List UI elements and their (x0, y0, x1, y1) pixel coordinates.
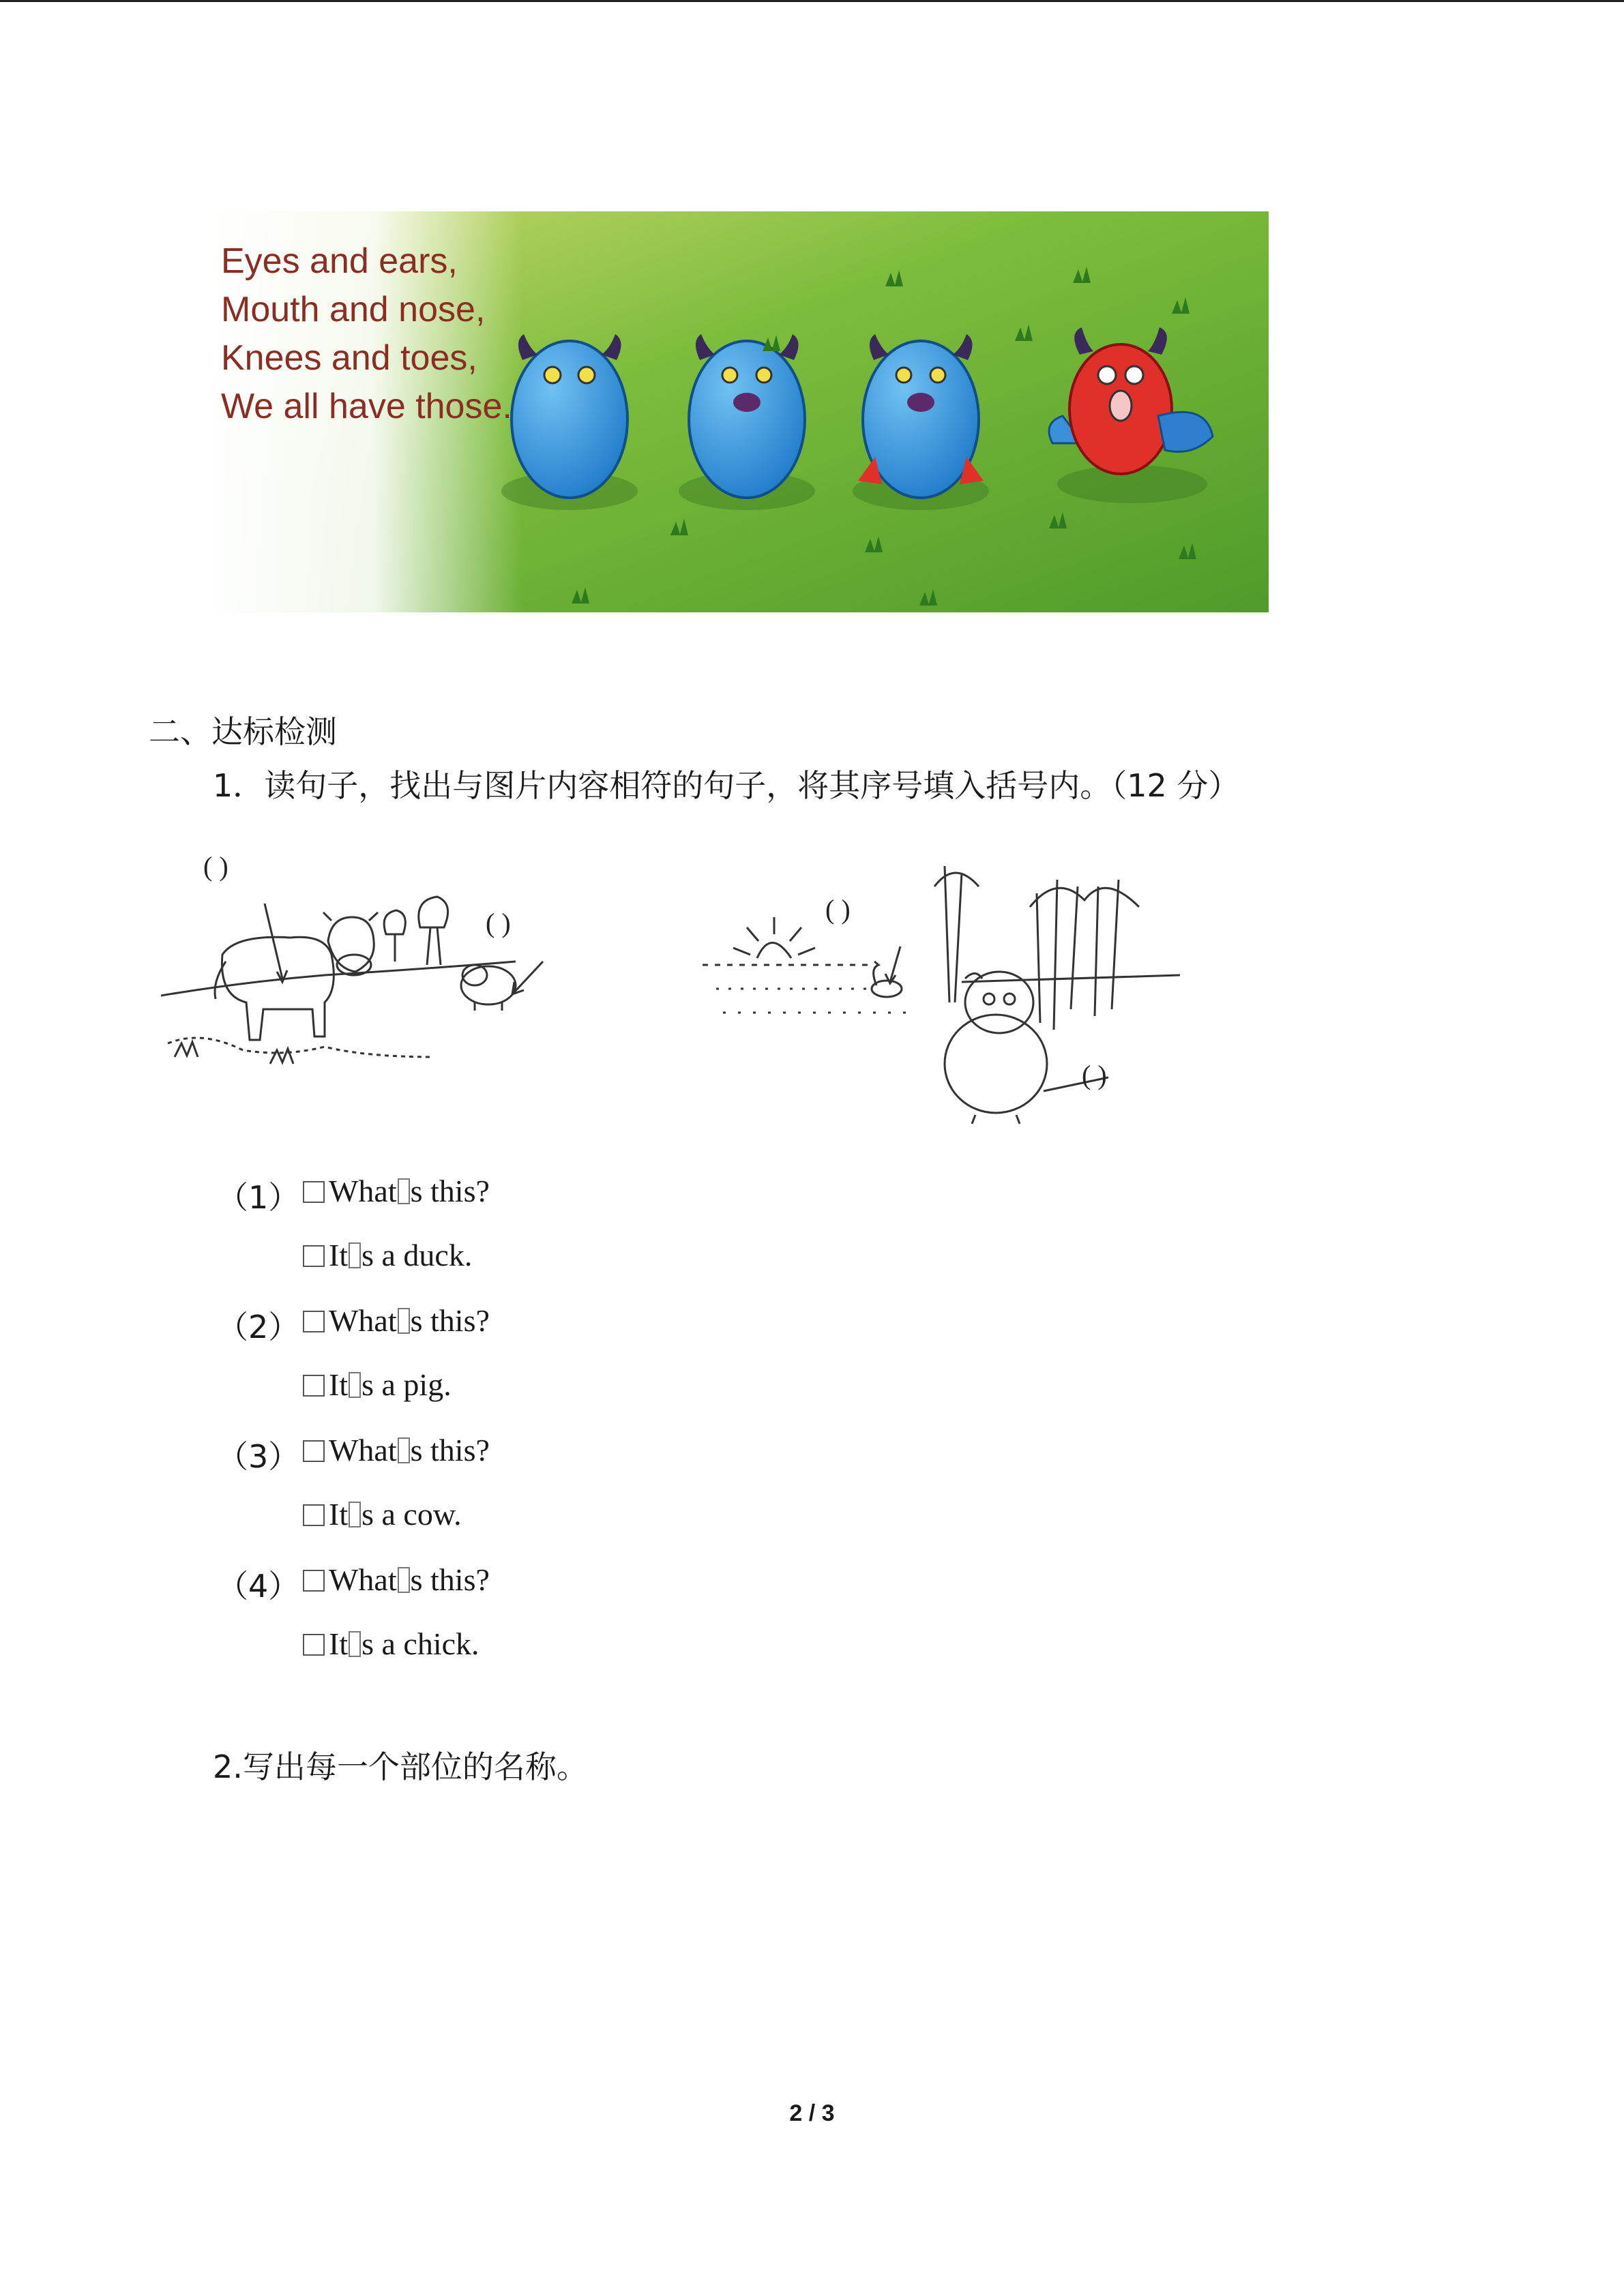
answer-text-end: s a chick. (361, 1626, 479, 1661)
section-title: 二、达标检测 (149, 713, 337, 750)
egg-3 (858, 334, 984, 498)
question-line (303, 1562, 490, 1598)
answer-bracket[interactable]: ( ) (825, 894, 851, 925)
checkbox[interactable] (303, 1375, 325, 1397)
missing-glyph (398, 1308, 410, 1334)
chick-drawing (945, 972, 1047, 1124)
answer-text: It (329, 1626, 349, 1661)
answer-text: It (329, 1238, 349, 1272)
missing-glyph (349, 1631, 361, 1657)
pig-drawing (461, 965, 516, 1011)
item-number: （2） (217, 1309, 300, 1345)
poem-banner-image (203, 211, 1269, 612)
answer-line (303, 1496, 462, 1532)
answer-text-end: s a duck. (361, 1238, 473, 1272)
poem-line: Mouth and nose, (221, 290, 486, 329)
answer-bracket[interactable]: ( ) (1082, 1060, 1107, 1090)
answer-line (303, 1237, 472, 1273)
poem-line: Eyes and ears, (221, 241, 458, 281)
question-text: What (329, 1303, 397, 1338)
answer-text-end: s a pig. (361, 1367, 452, 1402)
pond-duck-chick-picture (703, 846, 1194, 1132)
answer-line (303, 1626, 479, 1662)
answer-text: It (329, 1367, 349, 1402)
poem-line: Knees and toes, (221, 338, 477, 378)
item-number: （1） (217, 1179, 300, 1216)
checkbox[interactable] (303, 1181, 325, 1203)
duck-drawing (872, 961, 902, 997)
answer-line (303, 1367, 452, 1403)
checkbox[interactable] (303, 1440, 325, 1462)
checkbox[interactable] (303, 1570, 325, 1592)
question-text-end: s this? (410, 1433, 490, 1467)
answer-text: It (329, 1497, 349, 1532)
question-text-end: s this? (410, 1174, 490, 1208)
question-line (303, 1173, 490, 1209)
question-1-title: 1．读句子，找出与图片内容相符的句子，将其序号填入括号内。（12 分） (213, 767, 1240, 804)
farm-cow-pig-picture (161, 852, 597, 1112)
answer-bracket[interactable]: ( ) (486, 908, 511, 938)
question-text-end: s this? (410, 1562, 490, 1597)
question-text: What (329, 1562, 397, 1597)
question-text: What (329, 1174, 397, 1208)
missing-glyph (349, 1372, 361, 1398)
question-text: What (329, 1433, 397, 1467)
missing-glyph (398, 1178, 410, 1204)
sun-drawing (757, 943, 791, 959)
item-number: （3） (217, 1438, 300, 1475)
missing-glyph (398, 1437, 410, 1463)
poem-line: We all have those. (221, 387, 512, 426)
missing-glyph (398, 1567, 410, 1593)
question-text-end: s this? (410, 1303, 490, 1338)
checkbox[interactable] (303, 1245, 325, 1267)
item-number: （4） (217, 1568, 300, 1605)
checkbox[interactable] (303, 1634, 325, 1656)
poem-text (221, 237, 512, 431)
question-line (303, 1302, 490, 1339)
answer-bracket[interactable]: ( ) (203, 851, 228, 882)
question-2-title: 2.写出每一个部位的名称。 (213, 1748, 588, 1785)
cow-drawing (215, 912, 378, 1040)
page-number: 2 / 3 (789, 2100, 835, 2126)
missing-glyph (349, 1502, 361, 1527)
checkbox[interactable] (303, 1504, 325, 1526)
checkbox[interactable] (303, 1311, 325, 1332)
missing-glyph (349, 1242, 361, 1268)
question-line (303, 1432, 490, 1468)
top-border (0, 0, 1624, 2)
answer-text-end: s a cow. (361, 1497, 462, 1532)
